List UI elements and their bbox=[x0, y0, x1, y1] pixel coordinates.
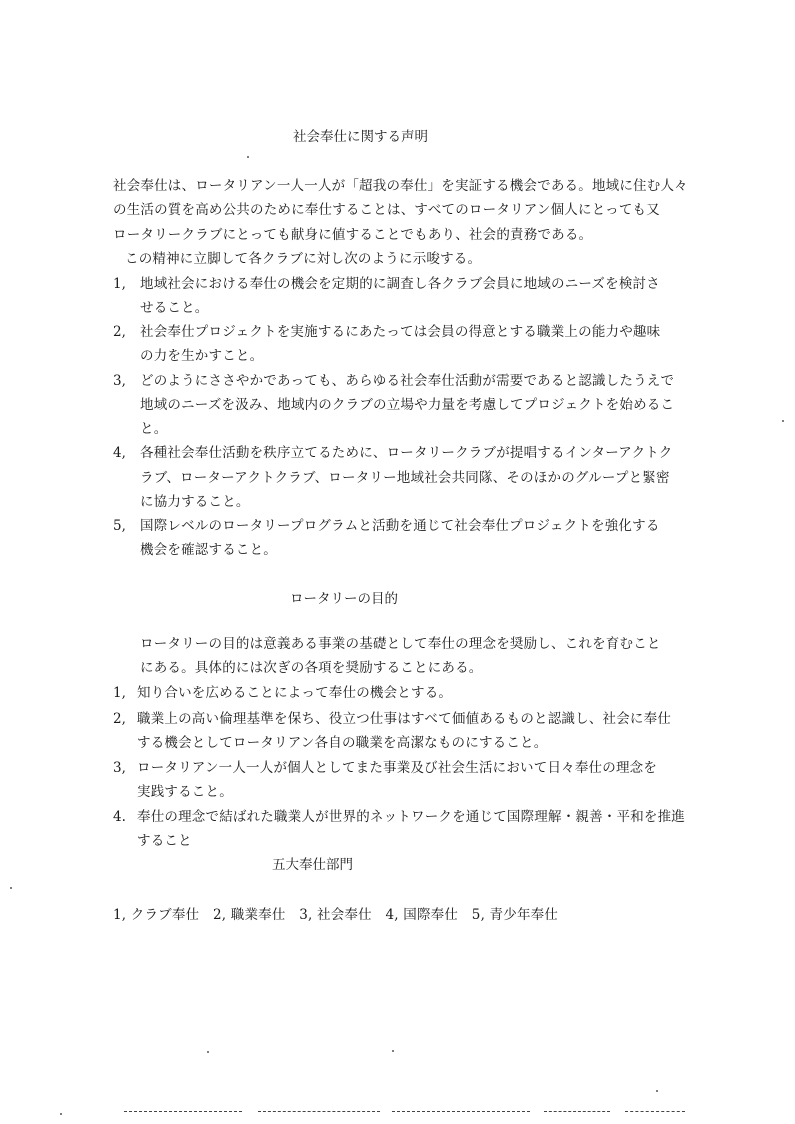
item-line: ラブ、ローターアクトクラブ、ロータリー地域社会共同隊、そのほかのグループと緊密 bbox=[140, 470, 670, 486]
item-number: 5, bbox=[113, 518, 126, 534]
item-number: 4, bbox=[113, 445, 126, 461]
item-line: 職業上の高い倫理基準を保ち、役立つ仕事はすべて価値あるものと認識し、社会に奉仕 bbox=[137, 711, 672, 727]
item-number: 3, bbox=[113, 760, 126, 776]
item-line: と。 bbox=[140, 421, 168, 437]
item-line: せること。 bbox=[140, 300, 209, 316]
section-title-avenues-of-service: 五大奉仕部門 bbox=[272, 857, 353, 873]
intro-line-1: 社会奉仕は、ロータリアン一人一人が「超我の奉仕」を実証する機会である。地域に住む人々 bbox=[113, 178, 688, 194]
item-line: 社会奉仕プロジェクトを実施するにあたっては会員の得意とする職業上の能力や趣味 bbox=[140, 324, 661, 340]
scan-speck bbox=[782, 420, 784, 422]
item-line: 地域社会における奉仕の機会を定期的に調査し各クラブ会員に地域のニーズを検討さ bbox=[140, 276, 660, 292]
item-line: する機会としてロータリアン各自の職業を高潔なものにすること。 bbox=[137, 735, 548, 751]
scan-speck bbox=[60, 1113, 62, 1115]
item-line: 国際レベルのロータリープログラムと活動を通じて社会奉仕プロジェクトを強化する bbox=[140, 518, 660, 534]
scan-artifact-line bbox=[124, 1111, 242, 1112]
intro-line-1: ロータリーの目的は意義ある事業の基礎として奉仕の理念を奨励し、これを育むこと bbox=[140, 636, 661, 652]
scan-artifact-line bbox=[258, 1111, 380, 1112]
intro-line-2: の生活の質を高め公共のために奉仕することは、すべてのロータリアン個人にとっても又 bbox=[113, 202, 660, 218]
scan-speck bbox=[247, 156, 249, 158]
item-line: どのようにささやかであっても、あらゆる社会奉仕活動が需要であると認識したうえで bbox=[140, 373, 675, 389]
section-title-social-service: 社会奉仕に関する声明 bbox=[293, 129, 428, 145]
item-line: ロータリアン一人一人が個人としてまた事業及び社会生活において日々奉仕の理念を bbox=[137, 760, 658, 776]
scan-speck bbox=[392, 1050, 394, 1052]
item-line: 機会を確認すること。 bbox=[140, 542, 277, 558]
scan-artifact-line bbox=[392, 1111, 530, 1112]
item-line: 実践すること。 bbox=[137, 784, 233, 800]
intro-line-3: ロータリークラブにとっても献身に値することでもあり、社会的責務である。 bbox=[113, 227, 593, 243]
item-number: 3, bbox=[113, 373, 126, 389]
lead-line: この精神に立脚して各クラブに対し次のように示唆する。 bbox=[125, 251, 482, 267]
item-number: 1, bbox=[113, 685, 126, 701]
scan-artifact-line bbox=[625, 1111, 685, 1112]
avenues-list: 1, クラブ奉仕 2, 職業奉仕 3, 社会奉仕 4, 国際奉仕 5, 青少年奉仕 bbox=[113, 907, 559, 923]
scan-speck bbox=[656, 1090, 658, 1092]
item-number: 1, bbox=[113, 276, 126, 292]
item-line: 知り合いを広めることによって奉仕の機会とする。 bbox=[137, 685, 453, 701]
section-title-object-of-rotary: ロータリーの目的 bbox=[290, 591, 398, 607]
item-line: の力を生かすこと。 bbox=[140, 348, 264, 364]
item-line: すること bbox=[137, 833, 192, 849]
item-number: 4. bbox=[113, 809, 126, 825]
item-line: 各種社会奉仕活動を秩序立てるために、ロータリークラブが提唱するインターアクトク bbox=[140, 445, 673, 461]
item-number: 2, bbox=[113, 711, 126, 727]
item-line: 奉仕の理念で結ばれた職業人が世界的ネットワークを通じて国際理解・親善・平和を推進 bbox=[137, 809, 685, 825]
scan-speck bbox=[207, 1051, 209, 1053]
scan-artifact-line bbox=[544, 1111, 610, 1112]
item-line: に協力すること。 bbox=[140, 494, 250, 510]
intro-line-2: にある。具体的には次ぎの各項を奨励することにある。 bbox=[140, 660, 483, 676]
item-line: 地域のニーズを汲み、地域内のクラブの立場や力量を考慮してプロジェクトを始めるこ bbox=[140, 397, 675, 413]
item-number: 2, bbox=[113, 324, 126, 340]
scan-speck bbox=[10, 887, 12, 889]
